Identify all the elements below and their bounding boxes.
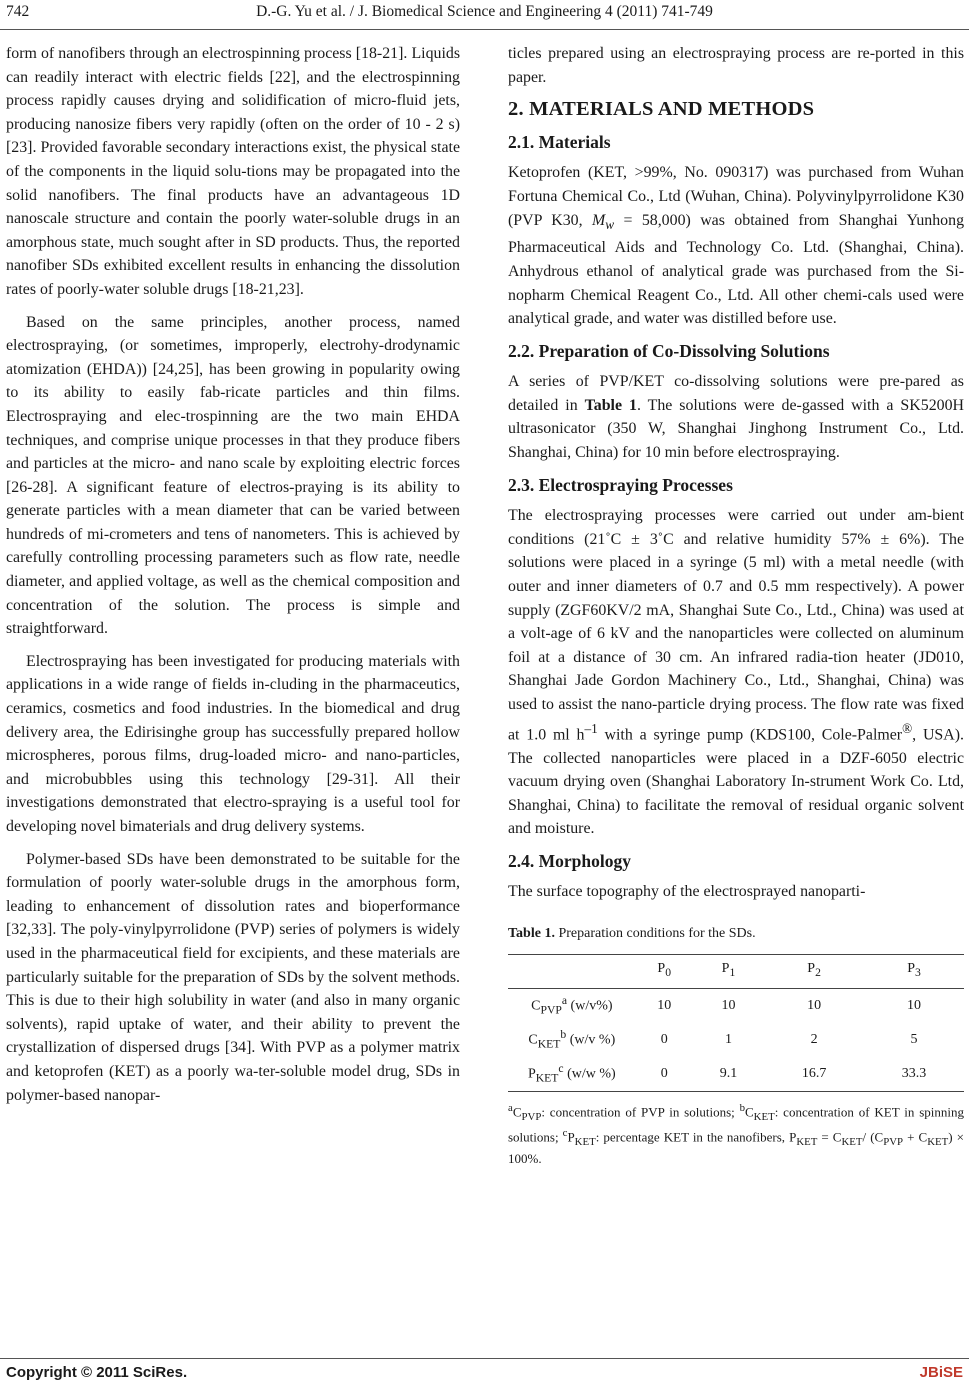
table-row	[508, 988, 964, 1023]
footnote-segment: / (C	[862, 1129, 884, 1145]
col-header: $P_1$	[693, 954, 764, 988]
footnote-segment: b	[739, 1101, 745, 1114]
subsection-heading-materials: 2.1. Materials	[508, 131, 611, 152]
table-reference: Table 1	[584, 396, 637, 414]
table-1	[508, 954, 964, 1092]
paragraph-morphology: The surface topography of the electrosprayed nanoparti-	[508, 883, 866, 901]
table-cell: 10	[807, 997, 822, 1013]
table-cell: 5	[910, 1031, 918, 1047]
footnote-segment: c	[562, 1127, 568, 1140]
col-header: $P_2$	[764, 954, 864, 988]
col-header: $P_0$	[636, 954, 693, 988]
table-footnote	[508, 1100, 964, 1167]
paragraph-materials: Ketoprofen (KET, >99%, No. 090317) was purchased from Wuhan Fortuna Chemical Co., Ltd (Wuhan, China). Polyvinylpyrrolidone K30 (PVP K30, $M_w = 58,000$) was obtained from Shanghai Yunhong Pharmaceutical Aids and Technology Co. Ltd. (Shanghai, China). Anhydrous ethanol of analytical grade was purchased from the Si-nopharm Chemical Reagent Co., Ltd. All other chemi-cals used were analytical grade, and water was distilled before use.	[508, 164, 965, 328]
footnote-segment: C	[512, 1103, 522, 1119]
footnote-segment: ) × 100%.	[508, 1129, 964, 1166]
copyright-notice: Copyright © 2011 SciRes.	[6, 1364, 188, 1381]
table-header-row	[508, 954, 964, 988]
table-cell: 2	[810, 1031, 818, 1047]
row-header: $C_{PVP}^a$ (w/v%)	[531, 994, 613, 1017]
left-column	[6, 42, 460, 1116]
table-cell: 10	[657, 997, 672, 1013]
footnote-segment: = C	[817, 1129, 842, 1145]
footnote-segment: KET	[796, 1136, 818, 1148]
paragraph-process: The electrospraying processes were carried out under am-bient conditions (21˚C ± 3˚C and relative humidity 57% ± 6%). The solutions were placed in a syringe (5 ml) with a metal needle (with outer and inner diameters of 0.7 and 0.5 mm respectively). A power supply (ZGF60KV/2 mA, Shanghai Sute Co., Ltd., China) was used at a volt-age of 6 kV and the nanoparticles were collected on aluminum foil at a distance of 30 cm. An infrared radia-tion heater (JD010, Shanghai Jade Gordon Machinery Co., Ltd., Shanghai, China) was used to assist the nano-particle drying process. The flow rate was fixed at 1.0 ml $h^{-1}$ with a syringe pump (KDS100, Cole-Palmer®, USA). The collected nanoparticles were placed in a DZF-6050 electric vacuum drying oven (Shanghai Laboratory In-strument Work Co. Ltd, Shanghai, China) to facilitate the removal of residual organic solvent and moisture.	[508, 507, 964, 838]
footnote-segment: KET	[574, 1136, 596, 1148]
subsection-heading-preparation: 2.2. Preparation of Co-Dissolving Solutions	[508, 340, 830, 361]
paragraph: Based on the same principles, another process, named electrospraying, (or sometimes, improperly, electrohy-drodynamic atomization (EHDA)) [24,25], has been growing in popularity owing to its ability to easily fab-ricate particles and thin films. Electrospraying and elec-trospinning are the two main EHDA techniques, and comprise unique processes in that they produce fibers and particles at the micro- and nano scale by exploiting electric forces [26-28]. A significant feature of electros-praying is its ability to generate particles with a mean diameter that can be varied between hundreds of mi-crometers and tens of nanometers. This is achieved by carefully controlling processing parameters such as flow rate, needle diameter, and applied voltage, as well as the chemical composition and concentration of the solution. The process is simple and straightforward.	[6, 313, 460, 638]
footnote-segment: P	[567, 1129, 575, 1145]
footnote-segment: C	[745, 1103, 754, 1119]
footnote-segment: KET	[927, 1136, 949, 1148]
footnote-segment: : concentration of PVP in solutions;	[541, 1103, 740, 1119]
footer-rule	[0, 1358, 969, 1359]
mw-symbol: M	[591, 211, 606, 229]
footnote-segment: PVP	[883, 1136, 904, 1148]
running-header	[0, 0, 969, 30]
table-row	[508, 1023, 964, 1057]
table-cell: 0	[660, 1031, 668, 1047]
page-footer	[0, 1362, 969, 1386]
paragraph: Electrospraying has been investigated for producing materials with applications in a wide range of fields in-cluding in the pharmaceutics, ceramics, cosmetics and food industries. In the biomedical and drug delivery area, the Edirisinghe group has successfully prepared hollow microspheres, porous films, drug-loaded micro- and nano-particles, and microbubbles using this technology [29-31]. All their investigations demonstrated that electro-spraying is a useful tool for developing novel bimaterials and drug delivery systems.	[6, 652, 460, 835]
row-header: $P_{KET}^c$ (w/w %)	[508, 1057, 636, 1092]
running-title: D.-G. Yu et al. / J. Biomedical Science and Engineering 4 (2011) 741-749	[256, 3, 713, 20]
col-header: $P_3$	[864, 954, 964, 988]
journal-abbreviation: JBiSE	[919, 1364, 963, 1381]
footnote-segment: KET	[753, 1110, 775, 1123]
footnote-segment: PVP	[521, 1110, 542, 1123]
table-cell: 9.1	[693, 1057, 764, 1092]
table-cell: 10	[721, 997, 736, 1013]
paragraph-preparation: A series of PVP/KET co-dissolving solutions were pre-pared as detailed in Table 1. The solutions were de-gassed with a SK5200H ultrasonicator (350 W, Shanghai Jinghong Instrument Co., Ltd. Shanghai, China) for 10 min before electrospraying.	[508, 373, 965, 462]
footnote-segment: KET	[841, 1136, 863, 1148]
paragraph: ticles prepared using an electrospraying process are re-ported in this paper.	[508, 45, 964, 86]
row-header: $C_{KET}^b$ (w/v %)	[528, 1028, 616, 1051]
table-cell: 16.7	[764, 1057, 864, 1092]
page-number: 742	[6, 3, 30, 20]
paragraph: Polymer-based SDs have been demonstrated to be suitable for the formulation of poorly water-soluble drugs in the amorphous form, leading to enhancement of dissolution rates and bioperformance [32,33]. The poly-vinylpyrrolidone (PVP) series of polymers is widely used in the pharmaceutical field for excipients, and these materials are particularly suitable for the preparation of SDs by the solvent methods. This is due to their high solubility in water (and also in many organic solvents), rapid uptake of water, and their ability to prevent the crystallization of dispersed drugs [34]. With PVP as a polymer matrix and ketoprofen (KET) as a poorly wa-ter-soluble model drug, SDs in polymer-based nanopar-	[6, 850, 460, 1104]
table-cell: 33.3	[864, 1057, 964, 1092]
table-cell: 0	[636, 1057, 693, 1092]
table-row	[508, 1057, 964, 1092]
table-cell: 1	[724, 1031, 732, 1047]
table-cell: 10	[907, 997, 922, 1013]
subsection-heading-morphology: 2.4. Morphology	[508, 850, 631, 871]
table-caption: Table 1. Preparation conditions for the SDs.	[508, 926, 756, 942]
footnote-segment: + C	[903, 1129, 928, 1145]
header-rule	[0, 29, 969, 30]
right-column	[508, 42, 964, 1167]
footnote-segment: : concentration of KET in spinning solutions;	[508, 1103, 964, 1145]
paragraph: form of nanofibers through an electrospinning process [18-21]. Liquids can readily interact with electric fields [22], and the electrospinning process rapidly causes drying and solidification of micro-fluid jets, producing nanosize fibers very rapidly (often on the order of 10 - 2 s) [23]. Provided favorable secondary interactions exist, the physical state of the components in the liquid solu-tions may be propagated into the solid nanofibers. The final products have an advantageous 1D nanoscale structure and contain the poorly water-soluble drugs in an amorphous state, much sought after in SD products. Thus, the reported nanofiber SDs exhibited excellent results in enhancing the dissolution rates of poorly-water soluble drugs [18-21,23].	[6, 45, 460, 298]
section-heading: 2. MATERIALS AND METHODS	[508, 98, 815, 121]
footnote-segment: a	[508, 1101, 513, 1114]
subsection-heading-process: 2.3. Electrospraying Processes	[508, 474, 733, 495]
footnote-segment: : percentage KET in the nanofibers, P	[595, 1129, 797, 1145]
